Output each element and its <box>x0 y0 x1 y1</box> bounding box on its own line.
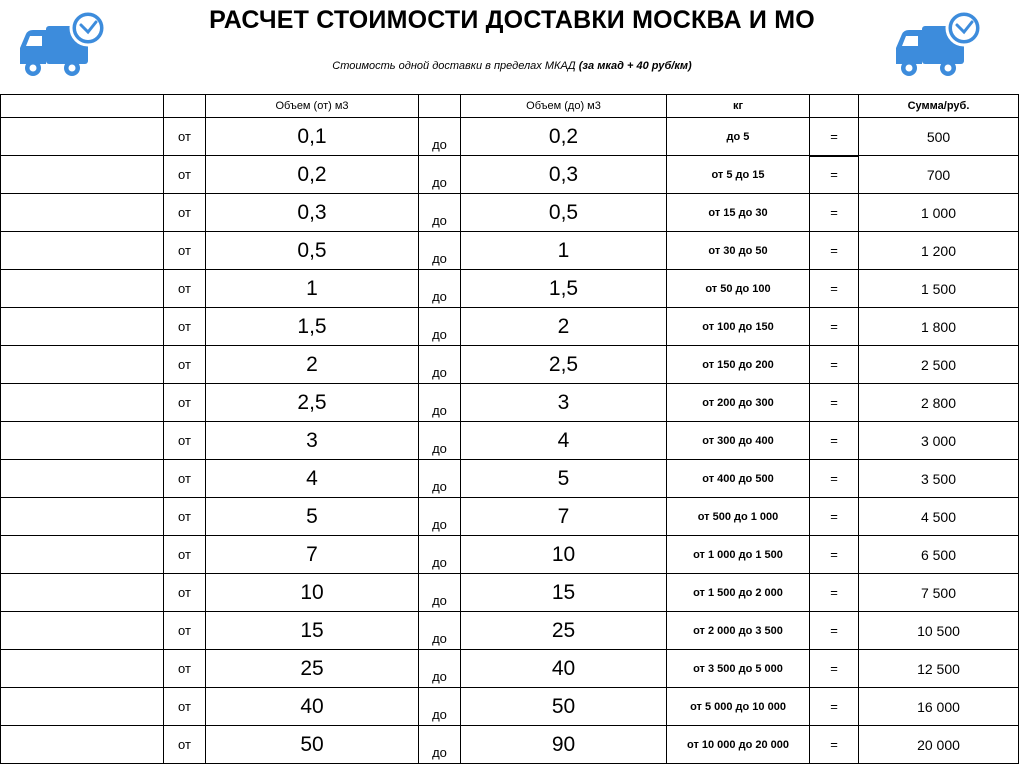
volume-from-value: 3 <box>206 422 419 460</box>
table-row <box>1 612 1019 650</box>
volume-to-value: 50 <box>461 688 667 726</box>
weight-range: от 30 до 50 <box>667 232 810 270</box>
from-label: от <box>164 574 206 612</box>
weight-range: от 300 до 400 <box>667 422 810 460</box>
table-header-row <box>1 95 1019 118</box>
weight-range: от 150 до 200 <box>667 346 810 384</box>
to-label: до <box>419 422 461 460</box>
weight-range: от 2 000 до 3 500 <box>667 612 810 650</box>
equals-sign: = <box>810 156 859 194</box>
price-value: 7 500 <box>859 574 1019 612</box>
table-row <box>1 346 1019 384</box>
row-spacer-cell <box>1 574 164 612</box>
weight-range: от 100 до 150 <box>667 308 810 346</box>
volume-from-value: 7 <box>206 536 419 574</box>
header-volume-from: Объем (от) м3 <box>206 95 419 118</box>
from-label: от <box>164 384 206 422</box>
equals-sign: = <box>810 688 859 726</box>
row-spacer-cell <box>1 156 164 194</box>
weight-range: от 1 500 до 2 000 <box>667 574 810 612</box>
table-row <box>1 574 1019 612</box>
weight-range: от 400 до 500 <box>667 460 810 498</box>
to-label: до <box>419 194 461 232</box>
price-value: 3 000 <box>859 422 1019 460</box>
row-spacer-cell <box>1 346 164 384</box>
price-value: 20 000 <box>859 726 1019 764</box>
volume-to-value: 0,5 <box>461 194 667 232</box>
weight-range: до 5 <box>667 118 810 156</box>
row-spacer-cell <box>1 270 164 308</box>
price-value: 10 500 <box>859 612 1019 650</box>
from-label: от <box>164 118 206 156</box>
empty-header-cell <box>1 95 164 118</box>
volume-to-value: 25 <box>461 612 667 650</box>
price-value: 16 000 <box>859 688 1019 726</box>
price-value: 2 800 <box>859 384 1019 422</box>
to-label: до <box>419 612 461 650</box>
weight-range: от 50 до 100 <box>667 270 810 308</box>
price-value: 700 <box>859 156 1019 194</box>
row-spacer-cell <box>1 650 164 688</box>
equals-sign: = <box>810 346 859 384</box>
volume-from-value: 25 <box>206 650 419 688</box>
to-label: до <box>419 346 461 384</box>
volume-from-value: 40 <box>206 688 419 726</box>
volume-to-value: 1,5 <box>461 270 667 308</box>
volume-from-value: 0,2 <box>206 156 419 194</box>
volume-from-value: 10 <box>206 574 419 612</box>
volume-to-value: 7 <box>461 498 667 536</box>
to-label: до <box>419 384 461 422</box>
from-label: от <box>164 536 206 574</box>
header-sum: Сумма/руб. <box>859 95 1019 118</box>
from-label: от <box>164 726 206 764</box>
row-spacer-cell <box>1 498 164 536</box>
volume-to-value: 5 <box>461 460 667 498</box>
to-label: до <box>419 156 461 194</box>
volume-from-value: 0,1 <box>206 118 419 156</box>
subtitle-text: Стоимость одной доставки в пределах МКАД <box>332 60 576 72</box>
equals-sign: = <box>810 460 859 498</box>
equals-sign: = <box>810 650 859 688</box>
table-row <box>1 460 1019 498</box>
table-row <box>1 688 1019 726</box>
volume-to-value: 2 <box>461 308 667 346</box>
weight-range: от 10 000 до 20 000 <box>667 726 810 764</box>
price-value: 2 500 <box>859 346 1019 384</box>
table-row <box>1 384 1019 422</box>
weight-range: от 1 000 до 1 500 <box>667 536 810 574</box>
row-spacer-cell <box>1 194 164 232</box>
row-spacer-cell <box>1 688 164 726</box>
volume-from-value: 2,5 <box>206 384 419 422</box>
row-spacer-cell <box>1 726 164 764</box>
to-label: до <box>419 118 461 156</box>
volume-from-value: 0,3 <box>206 194 419 232</box>
subtitle-note: (за мкад + 40 руб/км) <box>578 60 692 72</box>
row-spacer-cell <box>1 612 164 650</box>
from-label: от <box>164 194 206 232</box>
table-row <box>1 270 1019 308</box>
header-volume-to: Объем (до) м3 <box>461 95 667 118</box>
volume-from-value: 4 <box>206 460 419 498</box>
price-value: 1 200 <box>859 232 1019 270</box>
equals-sign: = <box>810 612 859 650</box>
from-label: от <box>164 688 206 726</box>
delivery-truck-icon <box>892 8 988 84</box>
volume-to-value: 3 <box>461 384 667 422</box>
row-spacer-cell <box>1 422 164 460</box>
row-spacer-cell <box>1 118 164 156</box>
table-row <box>1 498 1019 536</box>
empty-header-cell <box>419 95 461 118</box>
volume-to-value: 15 <box>461 574 667 612</box>
to-label: до <box>419 232 461 270</box>
table-row <box>1 726 1019 764</box>
equals-sign: = <box>810 498 859 536</box>
weight-range: от 5 000 до 10 000 <box>667 688 810 726</box>
from-label: от <box>164 156 206 194</box>
empty-header-cell <box>810 95 859 118</box>
weight-range: от 200 до 300 <box>667 384 810 422</box>
to-label: до <box>419 574 461 612</box>
volume-from-value: 1 <box>206 270 419 308</box>
page-title: РАСЧЕТ СТОИМОСТИ ДОСТАВКИ МОСКВА И МО <box>209 6 815 34</box>
from-label: от <box>164 498 206 536</box>
to-label: до <box>419 270 461 308</box>
weight-range: от 5 до 15 <box>667 156 810 194</box>
volume-to-value: 2,5 <box>461 346 667 384</box>
table-row <box>1 156 1019 194</box>
from-label: от <box>164 650 206 688</box>
volume-from-value: 1,5 <box>206 308 419 346</box>
volume-to-value: 90 <box>461 726 667 764</box>
table-row <box>1 232 1019 270</box>
volume-from-value: 0,5 <box>206 232 419 270</box>
row-spacer-cell <box>1 308 164 346</box>
weight-range: от 500 до 1 000 <box>667 498 810 536</box>
price-value: 1 500 <box>859 270 1019 308</box>
from-label: от <box>164 232 206 270</box>
from-label: от <box>164 422 206 460</box>
empty-header-cell <box>164 95 206 118</box>
price-value: 1 800 <box>859 308 1019 346</box>
price-value: 12 500 <box>859 650 1019 688</box>
table-row <box>1 194 1019 232</box>
table-row <box>1 650 1019 688</box>
price-value: 6 500 <box>859 536 1019 574</box>
price-value: 3 500 <box>859 460 1019 498</box>
to-label: до <box>419 688 461 726</box>
page-subtitle <box>0 60 1024 72</box>
from-label: от <box>164 308 206 346</box>
equals-sign: = <box>810 574 859 612</box>
equals-sign: = <box>810 270 859 308</box>
to-label: до <box>419 650 461 688</box>
header-weight: кг <box>667 95 810 118</box>
to-label: до <box>419 726 461 764</box>
from-label: от <box>164 270 206 308</box>
volume-from-value: 50 <box>206 726 419 764</box>
from-label: от <box>164 460 206 498</box>
to-label: до <box>419 460 461 498</box>
volume-from-value: 2 <box>206 346 419 384</box>
delivery-price-table <box>0 94 1019 764</box>
volume-to-value: 1 <box>461 232 667 270</box>
table-row <box>1 536 1019 574</box>
row-spacer-cell <box>1 536 164 574</box>
row-spacer-cell <box>1 384 164 422</box>
equals-sign: = <box>810 726 859 764</box>
equals-sign: = <box>810 308 859 346</box>
from-label: от <box>164 346 206 384</box>
table-row <box>1 118 1019 156</box>
equals-sign: = <box>810 422 859 460</box>
from-label: от <box>164 612 206 650</box>
weight-range: от 15 до 30 <box>667 194 810 232</box>
price-value: 4 500 <box>859 498 1019 536</box>
equals-sign: = <box>810 194 859 232</box>
equals-sign: = <box>810 536 859 574</box>
volume-from-value: 5 <box>206 498 419 536</box>
to-label: до <box>419 308 461 346</box>
equals-sign: = <box>810 384 859 422</box>
to-label: до <box>419 498 461 536</box>
equals-sign: = <box>810 118 859 156</box>
price-value: 1 000 <box>859 194 1019 232</box>
price-value: 500 <box>859 118 1019 156</box>
row-spacer-cell <box>1 460 164 498</box>
table-row <box>1 422 1019 460</box>
volume-to-value: 10 <box>461 536 667 574</box>
volume-from-value: 15 <box>206 612 419 650</box>
to-label: до <box>419 536 461 574</box>
weight-range: от 3 500 до 5 000 <box>667 650 810 688</box>
volume-to-value: 40 <box>461 650 667 688</box>
volume-to-value: 0,3 <box>461 156 667 194</box>
row-spacer-cell <box>1 232 164 270</box>
table-row <box>1 308 1019 346</box>
volume-to-value: 0,2 <box>461 118 667 156</box>
volume-to-value: 4 <box>461 422 667 460</box>
equals-sign: = <box>810 232 859 270</box>
